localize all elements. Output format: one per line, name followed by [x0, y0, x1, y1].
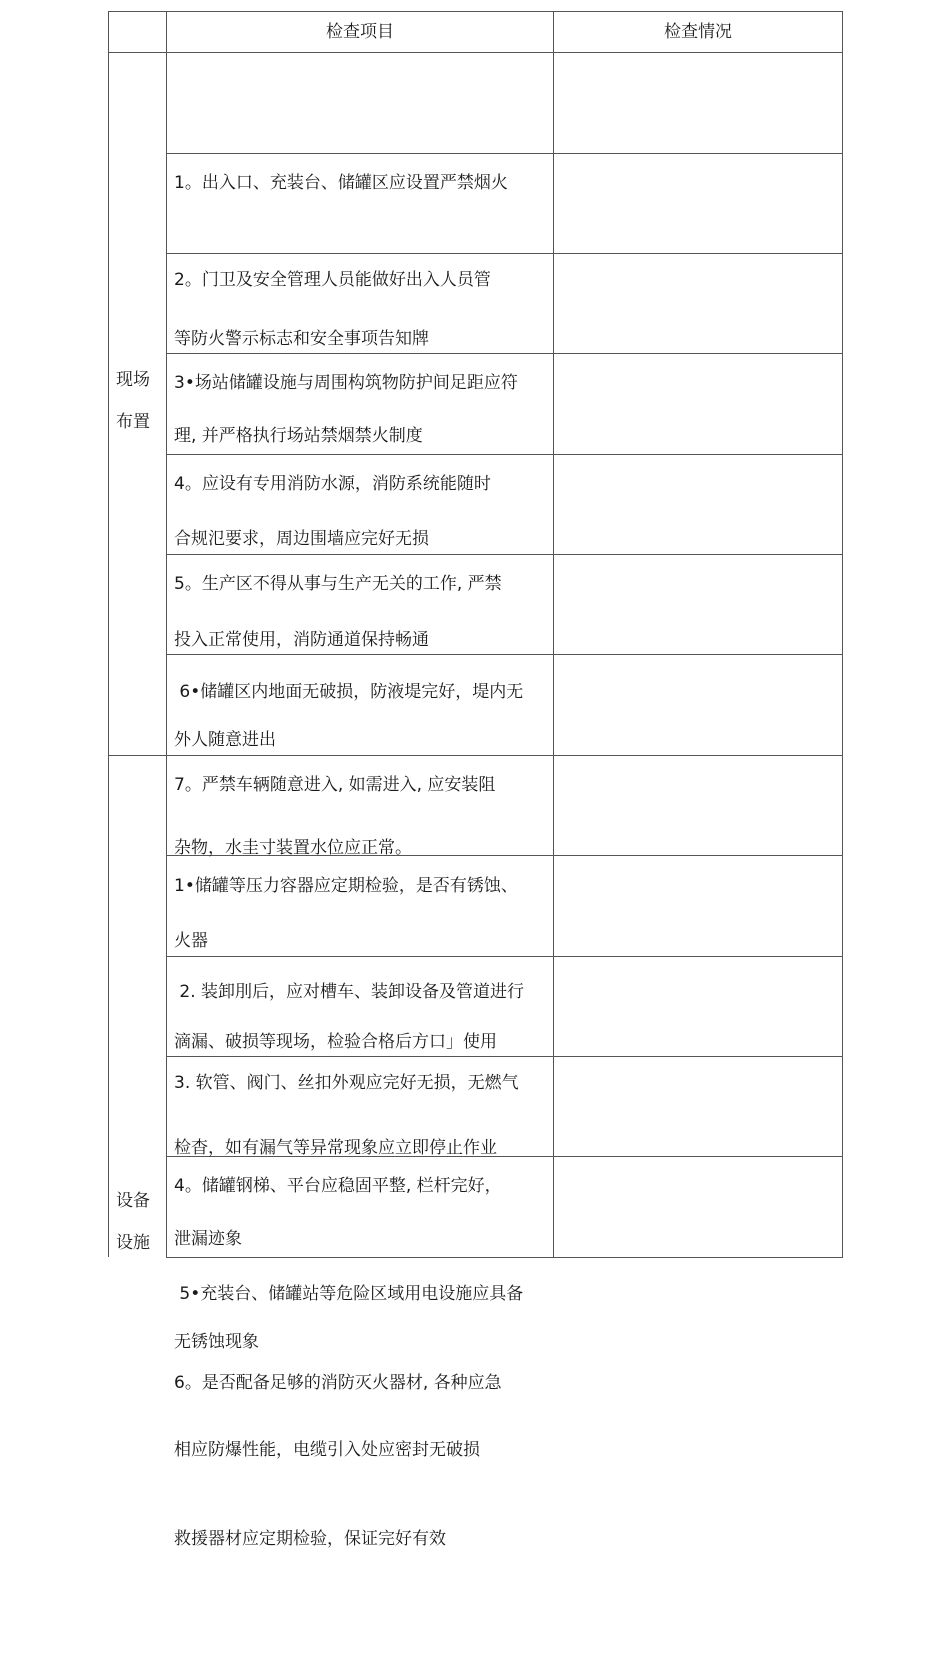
status-cell[interactable]	[555, 756, 841, 855]
item-column-border	[553, 11, 554, 1257]
item-text-line1: 4。应设有专用消防水源，消防系统能随时	[174, 474, 491, 494]
item-text-line1: 1•储罐等压力容器应定期检验，是否有锈蚀、	[174, 876, 518, 896]
item-text-line1: 3•场站储罐设施与周围构筑物防护间足距应符	[174, 373, 518, 393]
item-text-line2: 合规氾要求，周边围墙应完好无损	[174, 529, 429, 549]
item-text-line1: 1。出入口、充装台、储罐区应设置严禁烟火	[174, 173, 508, 193]
item-text-line2: 无锈蚀现象	[174, 1332, 259, 1352]
header-inspection-status: 检查情况	[664, 22, 732, 42]
category-label-line1: 现场	[116, 370, 150, 390]
item-text-line2: 相应防爆性能，电缆引入处应密封无破损	[174, 1440, 480, 1460]
category-equipment-facilities	[116, 1180, 160, 1264]
status-cell[interactable]	[555, 856, 841, 956]
item-text-line2: 泄漏迹象	[174, 1229, 242, 1249]
header-corner-cell	[109, 12, 166, 52]
status-cell[interactable]	[555, 354, 841, 454]
item-text-line1: 5。生产区不得从事与生产无关的工作, 严禁	[174, 574, 502, 594]
category-label-line2: 设施	[116, 1233, 150, 1253]
item-text-line1: 6。是否配备足够的消防灭火器材, 各种应急	[174, 1373, 502, 1393]
table-right-border	[842, 11, 843, 1257]
status-cell[interactable]	[555, 655, 841, 755]
item-text-line1: 2。门卫及安全管理人员能做好出入人员管	[174, 270, 491, 290]
status-cell[interactable]	[555, 455, 841, 554]
status-cell[interactable]	[555, 254, 841, 353]
status-cell[interactable]	[555, 555, 841, 654]
item-text-line2: 杂物，水圭寸装置水位应正常。	[174, 838, 412, 858]
item-text-line2: 等防火警示标志和安全事项告知牌	[174, 329, 429, 349]
item-text-line2: 外人随意进出	[174, 730, 276, 750]
item-text-line2: 火器	[174, 931, 208, 951]
item-text-line2: 救援器材应定期检验，保证完好有效	[174, 1529, 446, 1549]
inspection-item	[174, 1253, 550, 1669]
status-cell[interactable]	[555, 1057, 841, 1156]
item-text-line2: 检杳，如有漏气等异常现象应立即停止作业	[174, 1138, 497, 1158]
item-text-line2: 理, 并严格执行场站禁烟禁火制度	[174, 426, 423, 446]
item-text-line1: 3. 软管、阀门、丝扣外观应完好无损，无燃气	[174, 1073, 519, 1093]
category-label-line1: 设备	[116, 1191, 150, 1211]
table-left-border	[108, 11, 109, 1257]
status-cell[interactable]	[555, 154, 841, 253]
category-column-border	[166, 11, 167, 1257]
item-text-line1: 7。严禁车辆随意进入, 如需进入, 应安装阻	[174, 775, 496, 795]
item-text-line1: 6•储罐区内地面无破损，防液堤完好，堤内无	[174, 682, 524, 702]
item-text-line1: 2. 装卸刖后，应对槽车、装卸设备及管道进行	[174, 982, 525, 1002]
status-cell[interactable]	[555, 53, 841, 152]
item-text-line1: 4。储罐钢梯、平台应稳固平整, 栏杆完好，	[174, 1176, 502, 1196]
status-cell[interactable]	[555, 1157, 841, 1257]
category-label-line2: 布置	[116, 412, 150, 432]
item-text-line2: 投入正常使用，消防通道保持畅通	[174, 630, 429, 650]
category-site-layout	[116, 359, 160, 443]
header-inspection-items: 检查项目	[326, 22, 394, 42]
item-text-line1: 5•充装台、储罐站等危险区域用电设施应具备	[174, 1284, 524, 1304]
item-text-line2: 滴漏、破损等现场，检验合格后方口」使用	[174, 1032, 497, 1052]
status-cell[interactable]	[555, 957, 841, 1056]
